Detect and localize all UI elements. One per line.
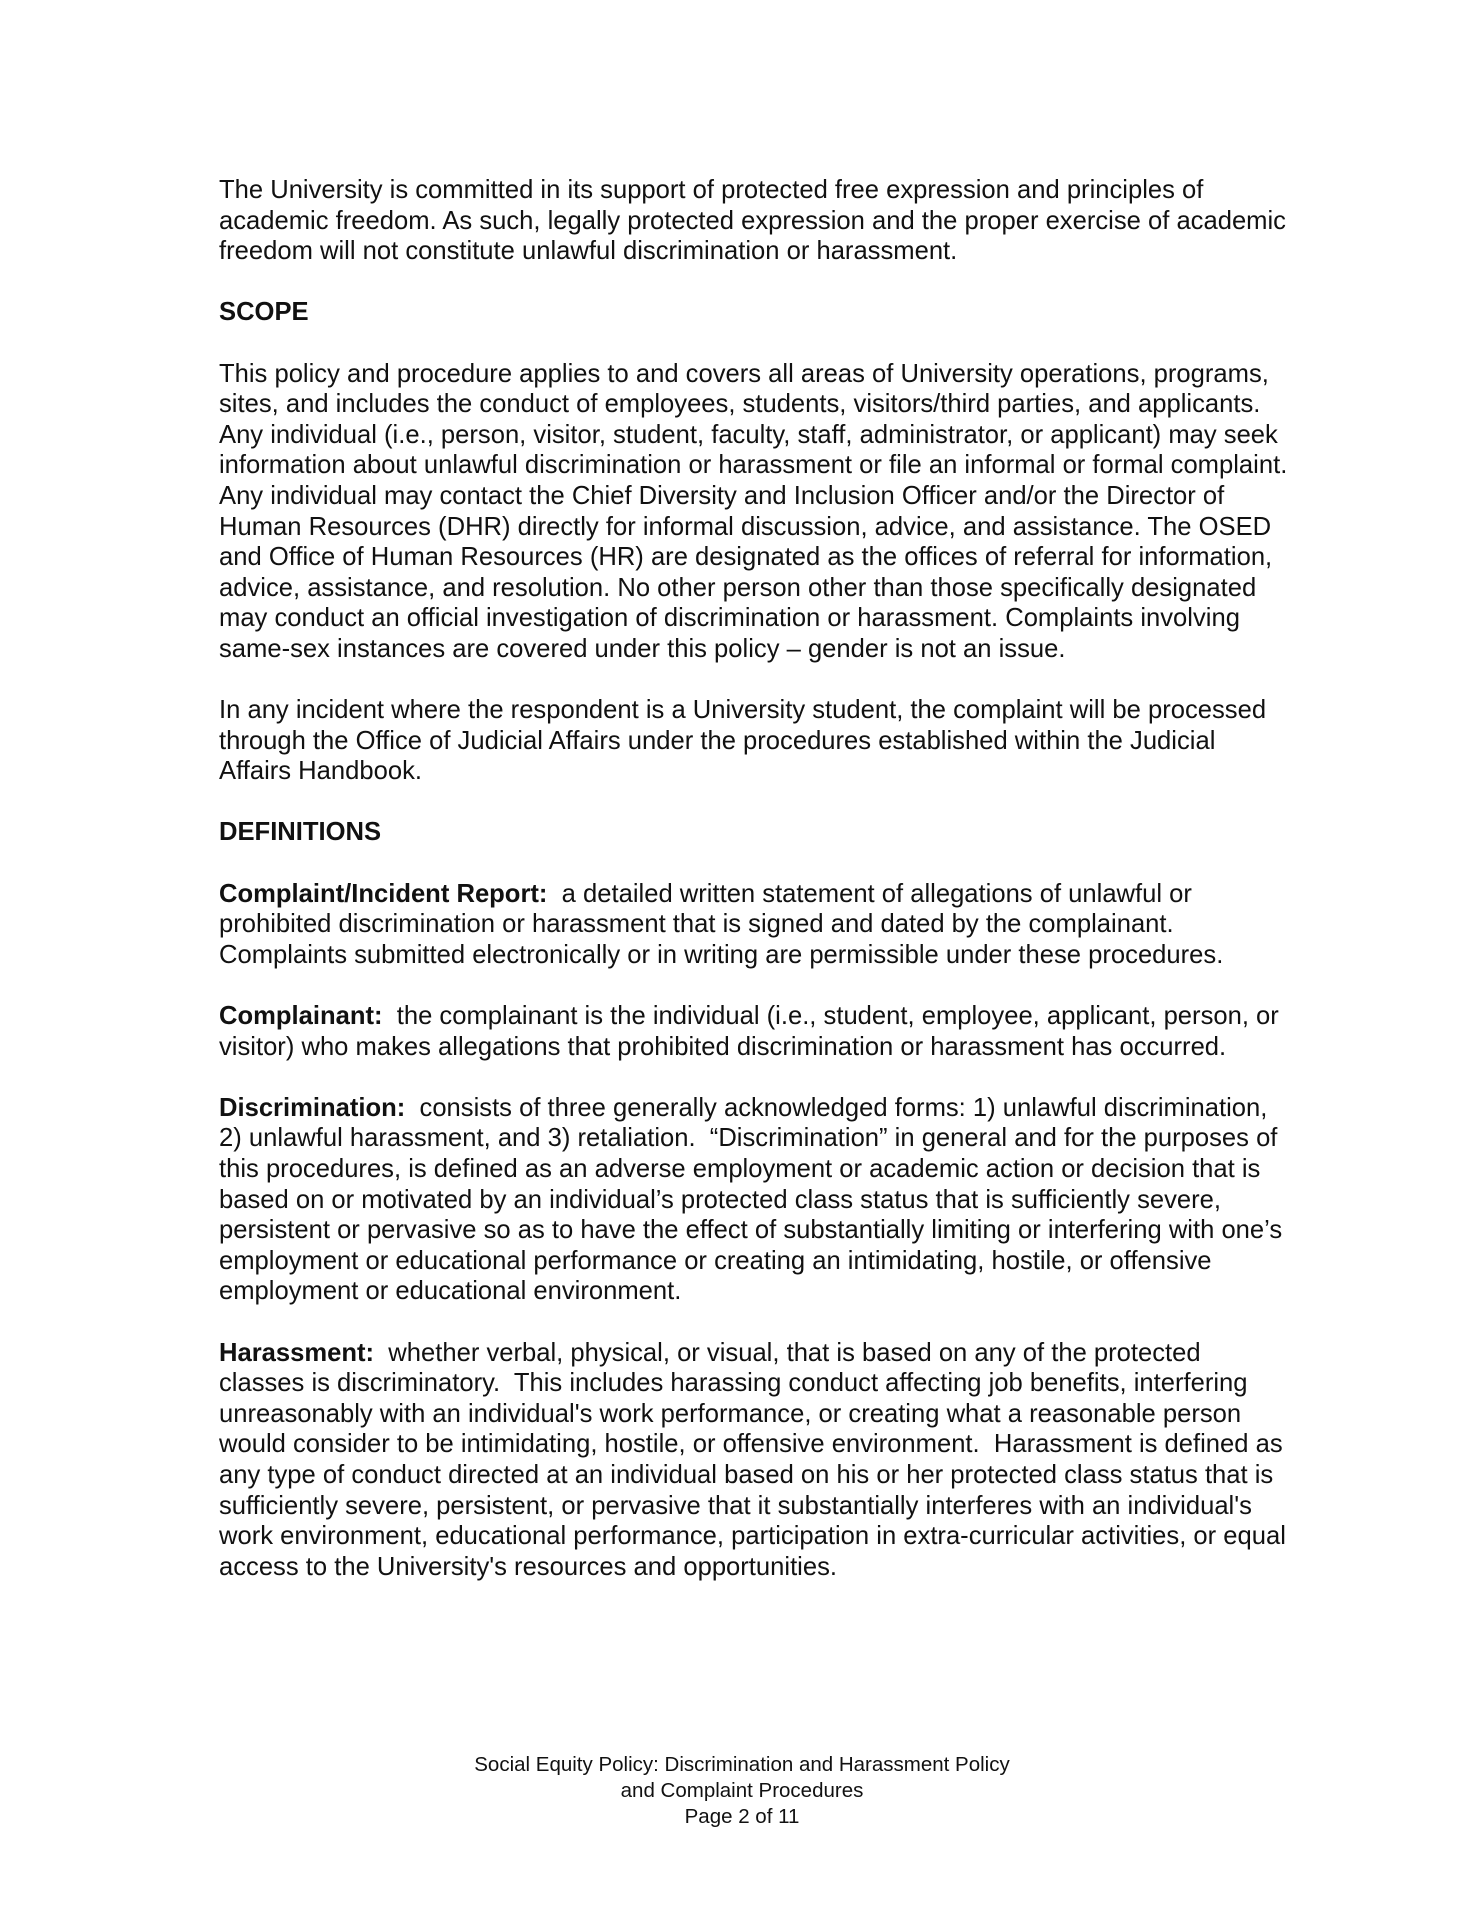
definition-harassment	[219, 1338, 1294, 1583]
definition-text: a detailed written statement of allegations of unlawful or prohibited discrimination or harassment that is signed and dated by the complainant. Complaints submitted electronically or in writing are permissible under these procedures.	[219, 879, 1224, 969]
definition-complainant	[219, 1001, 1289, 1062]
footer-page-number: Page 2 of 11	[684, 1805, 800, 1828]
footer-title-line-2: and Complaint Procedures	[620, 1779, 864, 1802]
definition-term: Complainant:	[219, 1002, 383, 1031]
scope-paragraph-1: This policy and procedure applies to and covers all areas of University operations, programs, sites, and includes the conduct of employees, students, visitors/third parties, and applicants. Any individual (i.e., person, visitor, student, faculty, staff, administrator, or applicant) may seek information about unlawful discrimination or harassment or file an informal or formal complaint. Any individual may contact the Chief Diversity and Inclusion Officer and/or the Director of Human Resources (DHR) directly for informal discussion, advice, and assistance. The OSED and Office of Human Resources (HR) are designated as the offices of referral for information, advice, assistance, and resolution. No other person other than those specifically designated may conduct an official investigation of discrimination or harassment. Complaints involving same-sex instances are covered under this policy – gender is not an issue.	[219, 359, 1288, 663]
definition-text: consists of three generally acknowledged forms: 1) unlawful discrimination, 2) unlawful harassment, and 3) retaliation. “Discrimination” in general and for the purposes of this procedures, is defined as an adverse employment or academic action or decision that is based on or motivated by an individual’s protected class status that is sufficiently severe, persistent or pervasive so as to have the effect of substantially limiting or interfering with one’s employment or educational performance or creating an intimidating, hostile, or offensive employment or educational environment.	[219, 1093, 1290, 1306]
document-body	[219, 175, 1294, 1613]
definition-complaint-incident-report	[219, 879, 1289, 971]
definition-term: Harassment:	[219, 1338, 375, 1367]
scope-heading: SCOPE	[219, 298, 309, 327]
scope-paragraph-2: In any incident where the respondent is a University student, the complaint will be processed through the Office of Judicial Affairs under the procedures established within the Judicial Affairs Handbook.	[219, 696, 1267, 786]
definitions-heading: DEFINITIONS	[219, 818, 382, 847]
definition-term: Complaint/Incident Report:	[219, 879, 548, 908]
definition-term: Discrimination:	[219, 1093, 406, 1122]
page-footer	[0, 1752, 1484, 1830]
definition-text: the complainant is the individual (i.e., student, employee, applicant, person, or visitor) who makes allegations that prohibited discrimination or harassment has occurred.	[219, 1002, 1286, 1061]
definition-discrimination	[219, 1093, 1289, 1307]
intro-paragraph: The University is committed in its support of protected free expression and principles of academic freedom. As such, legally protected expression and the proper exercise of academic freedom will not constitute unlawful discrimination or harassment.	[219, 176, 1286, 266]
footer-title-line-1: Social Equity Policy: Discrimination and Harassment Policy	[474, 1753, 1010, 1776]
definition-text: whether verbal, physical, or visual, that is based on any of the protected classes is discriminatory. This includes harassing conduct affecting job benefits, interfering unreasonably with an individual's work performance, or creating what a reasonable person would consider to be intimidating, hostile, or offensive environment. Harassment is defined as any type of conduct directed at an individual based on his or her protected class status that is sufficiently severe, persistent, or pervasive that it substantially interferes with an individual's work environment, educational performance, participation in extra-curricular activities, or equal access to the University's resources and opportunities.	[219, 1338, 1294, 1581]
